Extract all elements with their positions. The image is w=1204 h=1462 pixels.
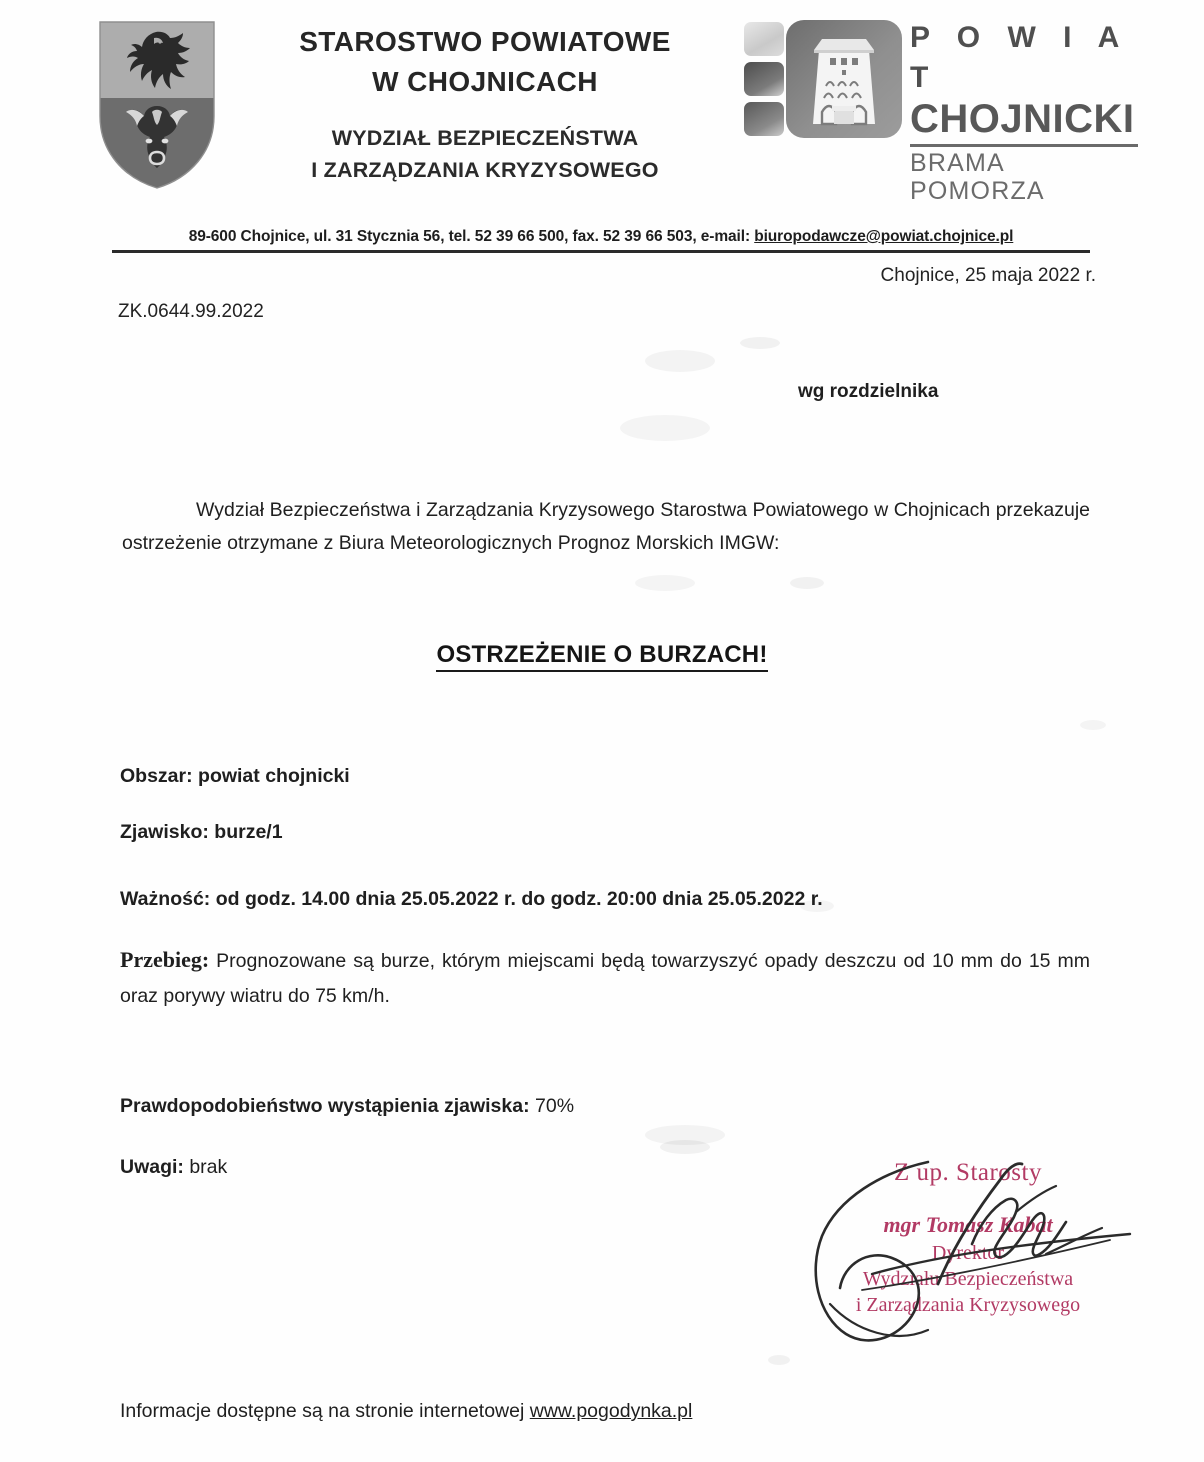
field-course-label: Przebieg: — [120, 947, 210, 972]
organization-name-line2: W CHOJNICACH — [372, 66, 598, 97]
field-course-value: Prognozowane są burze, którym miejscami będą towarzyszyć opady deszczu od 10 mm do 15 mm oraz porywy wiatru do 75 km/h. — [120, 950, 1090, 1007]
reference-number: ZK.0644.99.2022 — [118, 301, 264, 322]
powiat-chojnicki-logo — [744, 18, 1144, 205]
recipient-line: wg rozdzielnika — [798, 381, 939, 402]
letterhead — [0, 0, 1204, 245]
official-stamp — [818, 1158, 1118, 1318]
field-phenomenon-value: burze/1 — [208, 821, 283, 843]
stamp-line-1: Z up. Starosty — [894, 1159, 1042, 1186]
page-title — [0, 641, 1204, 669]
logo-powiat-text: P O W I A T — [910, 21, 1128, 94]
field-validity-value: od godz. 14.00 dnia 25.05.2022 r. do godz. 20:00 dnia 25.05.2022 r. — [210, 888, 823, 910]
scan-speckle — [1080, 720, 1106, 730]
field-phenomenon-label: Zjawisko: — [120, 821, 209, 843]
field-probability-label: Prawdopodobieństwo wystąpienia zjawiska: — [120, 1095, 530, 1117]
scan-speckle — [635, 575, 695, 591]
footer-text: Informacje dostępne są na stronie internetowej — [120, 1400, 530, 1422]
chojnice-gate-tower-icon — [786, 20, 902, 138]
field-phenomenon — [120, 821, 283, 844]
logo-divider — [910, 144, 1138, 147]
pogodynka-link[interactable]: www.pogodynka.pl — [529, 1400, 693, 1422]
field-area-label: Obszar: — [120, 765, 193, 787]
field-course — [120, 942, 1090, 1014]
field-validity-label: Ważność: — [120, 888, 211, 910]
department-name-line1: WYDZIAŁ BEZPIECZEŃSTWA — [331, 126, 639, 150]
place-and-date: Chojnice, 25 maja 2022 r. — [880, 265, 1096, 286]
logo-tagline-text: BRAMA POMORZA — [910, 149, 1045, 205]
field-validity — [120, 888, 823, 911]
field-notes-label: Uwagi: — [120, 1156, 184, 1178]
stamp-line-5: i Zarządzania Kryzysowego — [855, 1294, 1081, 1316]
scan-speckle — [740, 337, 780, 349]
footer-note — [120, 1400, 692, 1423]
field-area — [120, 765, 350, 788]
letterhead-divider — [112, 250, 1090, 253]
field-area-value: powiat chojnicki — [192, 765, 350, 787]
department-name-line2: I ZARZĄDZANIA KRYZYSOWEGO — [311, 158, 659, 182]
scan-speckle — [768, 1355, 790, 1365]
page-title-text: OSTRZEŻENIE O BURZACH! — [436, 641, 767, 672]
organization-name-line1: STAROSTWO POWIATOWE — [299, 26, 671, 57]
field-notes-value: brak — [183, 1156, 228, 1178]
scan-speckle — [790, 577, 824, 589]
stamp-line-2: mgr Tomasz Kabat — [883, 1212, 1053, 1237]
scan-speckle — [645, 1125, 725, 1145]
logo-square-light-icon — [744, 22, 784, 56]
stamp-line-4: Wydziału Bezpieczeństwa — [862, 1268, 1074, 1290]
scan-speckle — [620, 415, 710, 441]
logo-chojnicki-text: CHOJNICKI — [910, 97, 1135, 141]
letterhead-titles — [225, 22, 745, 186]
official-stamp-and-signature — [818, 1158, 1138, 1358]
field-notes — [120, 1156, 227, 1179]
field-probability-value: 70% — [529, 1095, 575, 1117]
logo-square-mid-icon — [744, 62, 784, 96]
field-probability — [120, 1095, 574, 1118]
scan-speckle — [660, 1140, 710, 1154]
letterhead-address — [112, 228, 1090, 253]
address-text: 89-600 Chojnice, ul. 31 Stycznia 56, tel. 52 39 66 500, fax. 52 39 66 503, e-mail: — [188, 228, 755, 245]
email-link[interactable]: biuropodawcze@powiat.chojnice.pl — [754, 228, 1014, 245]
logo-square-dark-icon — [744, 102, 784, 136]
scan-speckle — [645, 350, 715, 372]
stamp-line-3: Dyrektor — [931, 1242, 1005, 1264]
chojnice-county-coat-of-arms-shield — [98, 20, 216, 190]
logo-wordmark — [910, 18, 1144, 205]
intro-paragraph: Wydział Bezpieczeństwa i Zarządzania Kryzysowego Starostwa Powiatowego w Chojnicach przekazuje ostrzeżenie otrzymane z Biura Meteorologicznych Prognoz Morskich IMGW: — [122, 499, 1090, 554]
